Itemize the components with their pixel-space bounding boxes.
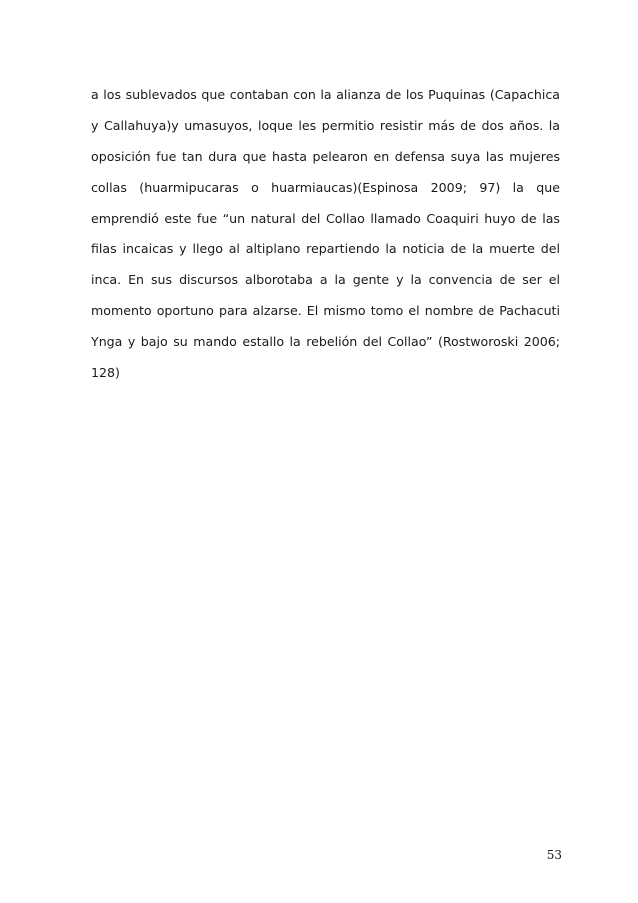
text-line: collas (huarmipucaras o huarmiaucas)(Espinosa 2009; 97) la que: [91, 179, 560, 195]
text-line: y Callahuya)y umasuyos, loque les permitio resistir más de dos años. la: [91, 117, 560, 133]
text-line: a los sublevados que contaban con la alianza de los Puquinas (Capachica: [91, 87, 560, 102]
text-line: inca. En sus discursos alborotaba a la gente y la convencia de ser el: [91, 272, 560, 288]
text-line-last: 128): [91, 365, 120, 381]
text-line: emprendió este fue “un natural del Collao llamado Coaquiri huyo de las: [91, 210, 560, 226]
page-number: 53: [546, 848, 562, 862]
text-line: Ynga y bajo su mando estallo la rebelión del Collao” (Rostworoski 2006;: [91, 334, 560, 350]
body-paragraph: [91, 80, 560, 389]
text-line: filas incaicas y llego al altiplano repartiendo la noticia de la muerte del: [91, 241, 560, 257]
text-line: momento oportuno para alzarse. El mismo tomo el nombre de Pachacuti: [91, 303, 560, 319]
text-line: oposición fue tan dura que hasta pelearon en defensa suya las mujeres: [91, 148, 560, 164]
